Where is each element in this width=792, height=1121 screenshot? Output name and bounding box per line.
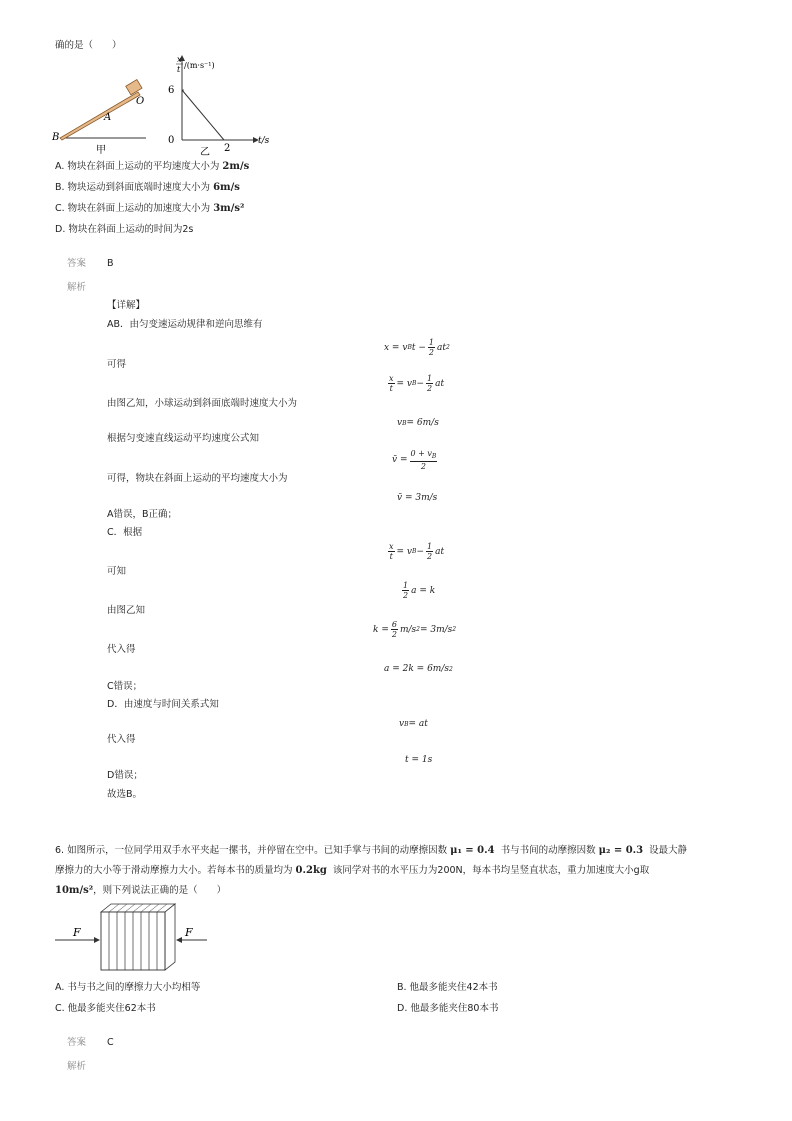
series-line	[182, 90, 224, 140]
q6-analysis-label: 解析	[67, 1061, 87, 1072]
y-tick-label: 6	[168, 85, 175, 96]
ylabel-unit: /(m·s⁻¹)	[184, 61, 215, 70]
q5-option-d: D. 物块在斜面上运动的时间为2s	[55, 224, 194, 235]
solution-line: 由图乙知，小球运动到斜面底端时速度大小为	[107, 398, 298, 409]
q6-stem-line1: 6. 如图所示，一位同学用双手水平夹起一摞书，并停留在空中。已知手掌与书间的动摩擦因数 μ₁ = 0.4 书与书间的动摩擦因数 μ₂ = 0.3 设最大静	[55, 845, 688, 856]
q5-answer-label: 答案	[67, 258, 87, 269]
solution-line: 可知	[107, 566, 127, 577]
q5-analysis-label: 解析	[67, 282, 87, 293]
solution-line: 根据匀变速直线运动平均速度公式知	[107, 433, 260, 444]
solution-line: 由图乙知	[107, 605, 146, 616]
caption-jia: 甲	[96, 145, 106, 156]
equation-avg-value: v̄ = 3m/s	[397, 493, 438, 503]
q5-stem-tail: 确的是（ ）	[55, 40, 122, 51]
solution-line: C．根据	[107, 527, 143, 538]
q6-answer-label: 答案	[67, 1037, 87, 1048]
solution-line: A错误，B正确；	[107, 509, 178, 520]
equation-k-value: k = $\frac{6}{2}$ m/s 2 = 3m/s 2	[373, 620, 457, 639]
solution-line: AB．由匀变速运动规律和逆向思维有	[107, 319, 263, 330]
x-axis-label: t/s	[258, 136, 270, 146]
q6-option-b: B. 他最多能夹住42本书	[397, 982, 498, 993]
q5-answer: B	[107, 258, 114, 269]
q5-option-c: C. 物块在斜面上运动的加速度大小为 3m/s²	[55, 203, 245, 214]
equation-a-value: a = 2k = 6m/s 2	[384, 664, 453, 674]
force-label-left: F	[73, 926, 81, 939]
equation-xt: $\frac{x}{t}$ = v B − $\frac{1}{2}$ at	[389, 374, 445, 393]
equation-k: $\frac{1}{2}$ a = k	[403, 581, 436, 600]
equation-t-value: t = 1s	[405, 755, 433, 765]
ylabel-num: x	[177, 55, 182, 64]
q6-option-a: A. 书与书之间的摩擦力大小均相等	[55, 982, 201, 993]
equation-avg-velocity: v̄ = $\frac{0 + v_B}{2}$	[392, 449, 437, 471]
q6-option-d: D. 他最多能夹住80本书	[397, 1003, 499, 1014]
solution-line: 故选B。	[107, 789, 143, 800]
equation-displacement: x = v B t − $\frac{1}{2}$ at 2	[384, 338, 450, 357]
q6-stem-line3: 10m/s²，则下列说法正确的是（ ）	[55, 885, 227, 896]
solution-line: 可得，物块在斜面上运动的平均速度大小为	[107, 473, 288, 484]
origin-label: 0	[168, 135, 175, 146]
solution-line: D错误；	[107, 770, 143, 781]
incline-figure	[50, 72, 160, 156]
force-label-right: F	[185, 926, 193, 939]
ylabel-den: t	[177, 65, 181, 74]
q5-option-a: A. 物块在斜面上运动的平均速度大小为 2m/s	[55, 161, 250, 172]
solution-line: 代入得	[107, 644, 136, 655]
solution-line: D．由速度与时间关系式知	[107, 699, 219, 710]
books-figure	[55, 900, 215, 976]
equation-vb-at: v B = at	[399, 719, 428, 729]
label-A: A	[104, 112, 112, 123]
detail-heading: 【详解】	[107, 300, 146, 311]
x-tick-label: 2	[224, 143, 231, 154]
label-B: B	[52, 132, 60, 143]
q6-option-c: C. 他最多能夹住62本书	[55, 1003, 156, 1014]
q6-stem-line2: 摩擦力的大小等于滑动摩擦力大小。若每本书的质量均为 0.2kg 该同学对书的水平压力为200N，每本书均呈竖直状态，重力加速度大小g取	[55, 865, 650, 876]
solution-line: C错误；	[107, 681, 143, 692]
caption-yi: 乙	[200, 147, 210, 156]
equation-vb: v B = 6m/s	[397, 418, 439, 428]
solution-line: 代入得	[107, 734, 136, 745]
q6-answer: C	[107, 1037, 114, 1048]
label-O: O	[136, 96, 145, 107]
xt-graph	[160, 52, 280, 156]
q5-option-b: B. 物块运动到斜面底端时速度大小为 6m/s	[55, 182, 240, 193]
solution-line: 可得	[107, 359, 127, 370]
equation-xt-repeat: $\frac{x}{t}$ = v B − $\frac{1}{2}$ at	[389, 542, 445, 561]
